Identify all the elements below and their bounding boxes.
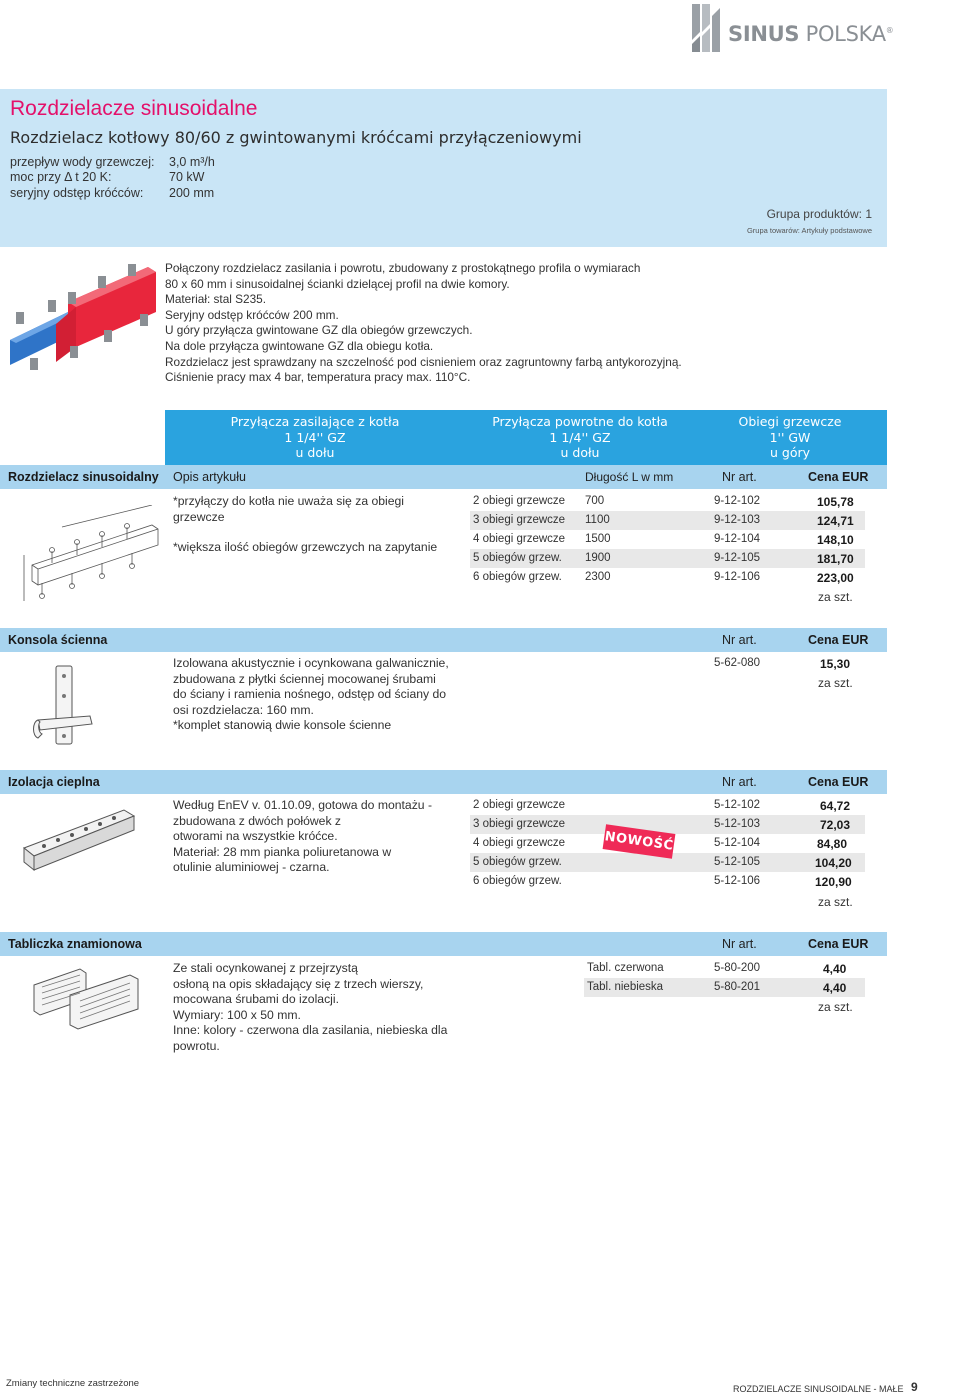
per-unit-label: za szt. — [818, 1000, 853, 1014]
page-title: Rozdzielacze sinusoidalne — [10, 97, 258, 120]
nameplate-description: Ze stali ocynkowanej z przejrzystą osłoną na opis składający się z trzech wierszy, mocowana śrubami do izolacji. Wymiary: 100 x 50 mm. Inne: kolory - czerwona dla zasilania, niebieska dla powrotu. — [173, 961, 448, 1053]
footer-disclaimer: Zmiany techniczne zastrzeżone — [6, 1378, 140, 1389]
table-row: Tabl. niebieska 5-80-201 4,40 — [584, 978, 865, 997]
connection-supply: Przyłącza zasilające z kotła 1 1/4'' GZ u dołu — [230, 414, 400, 461]
logo-mark-icon — [688, 2, 724, 56]
section-bar-insulation: Izolacja cieplna Nr art. Cena EUR — [0, 770, 887, 794]
spec-label-flow: przepływ wody grzewczej: — [10, 155, 155, 169]
page-subtitle: Rozdzielacz kotłowy 80/60 z gwintowanymi króćcami przyłączeniowymi — [10, 128, 582, 147]
table-row: 5-62-080 15,30 — [714, 657, 851, 671]
spec-value-power: 70 kW — [169, 170, 205, 184]
table-row: 4 obiegi grzewcze 1500 9-12-104 148,10 — [473, 533, 854, 547]
product-description: Połączony rozdzielacz zasilania i powrotu, zbudowany z prostokątnego profila o wymiarach 80 x 60 mm i sinusoidalnej ścianki dzielącej profil na dwie komory. Materiał: stal S235. Seryjny odstęp króćców 200 mm. U góry przyłącza gwintowane GZ dla obiegów grzewczych. Na dole przyłącza gwintowane GZ dla obiegu kotła. Rozdzielacz jest sprawdzany na szczelność pod cisnieniem oraz zagruntowny farbą antykorozyjną. Ciśnienie pracy max 4 bar, temperatura pracy max. 110°C. — [165, 261, 682, 385]
table-row: 4 obiegi grzewcze 5-12-104 84,80 — [473, 837, 848, 851]
table-row: 6 obiegów grzew. 5-12-106 120,90 — [473, 875, 852, 889]
spec-value-flow: 3,0 m³/h — [169, 155, 215, 169]
table-row: 2 obiegi grzewcze 700 9-12-102 105,78 — [473, 495, 854, 509]
bracket-image — [30, 660, 110, 750]
table-row: 3 obiegi grzewcze 5-12-103 72,03 — [470, 815, 865, 834]
insulation-image — [20, 800, 140, 880]
manifold-note-2: *większa ilość obiegów grzewczych na zapytanie — [173, 540, 438, 554]
section-bar-nameplate: Tabliczka znamionowa Nr art. Cena EUR — [0, 932, 887, 956]
table-row: 3 obiegi grzewcze 1100 9-12-103 124,71 — [470, 511, 865, 530]
insulation-description: Według EnEV v. 01.10.09, gotowa do montażu - zbudowana z dwóch połówek z otworami na wszystkie króćce. Materiał: 28 mm pianka poliuretanowa w otulinie aluminiowej - czarna. — [173, 798, 433, 875]
new-badge: NOWOŚĆ — [603, 824, 676, 858]
spec-label-spacing: seryjny odstęp króćców: — [10, 186, 144, 200]
logo-text: SINUS POLSKA® — [728, 22, 894, 46]
brand-logo — [688, 2, 894, 56]
per-unit-label: za szt. — [818, 590, 853, 604]
page-number: 9 — [911, 1380, 918, 1394]
per-unit-label: za szt. — [818, 895, 853, 909]
section-bar-manifold: Rozdzielacz sinusoidalny Opis artykułu Długość L w mm Nr art. Cena EUR — [0, 465, 887, 489]
table-row: 5 obiegów grzew. 1900 9-12-105 181,70 — [470, 549, 865, 568]
table-row: Tabl. czerwona 5-80-200 4,40 — [587, 962, 847, 976]
footer-section-name: ROZDZIELACZE SINUSOIDALNE - MAŁE — [733, 1384, 904, 1394]
table-row: 5 obiegów grzew. 5-12-105 104,20 — [470, 853, 865, 872]
table-row: 6 obiegów grzew. 2300 9-12-106 223,00 — [473, 571, 854, 585]
bracket-description: Izolowana akustycznie i ocynkowana galwanicznie, zbudowana z płytki ściennej mocowanej śrubami do ściany i ramienia nośnego, odstęp od ściany do osi rozdzielacza: 160 mm. *komplet stanowią dwie konsole ścienne — [173, 656, 449, 733]
manifold-image — [8, 262, 158, 382]
per-unit-label: za szt. — [818, 676, 853, 690]
goods-group: Grupa towarów: Artykuły podstawowe — [746, 226, 872, 235]
manifold-drawing — [22, 505, 168, 605]
section-bar-bracket: Konsola ścienna Nr art. Cena EUR — [0, 628, 887, 652]
table-row: 2 obiegi grzewcze 5-12-102 64,72 — [473, 799, 851, 813]
connection-return: Przyłącza powrotne do kotła 1 1/4'' GZ u dołu — [492, 414, 668, 461]
manifold-note-1: *przyłączy do kotła nie uważa się za obiegi grzewcze — [173, 494, 405, 524]
spec-value-spacing: 200 mm — [169, 186, 215, 200]
connection-circuits: Obiegi grzewcze 1'' GW u góry — [738, 414, 842, 461]
spec-label-power: moc przy Δ t 20 K: — [10, 170, 112, 184]
product-group: Grupa produktów: 1 — [766, 207, 872, 221]
nameplate-image — [30, 965, 150, 1035]
